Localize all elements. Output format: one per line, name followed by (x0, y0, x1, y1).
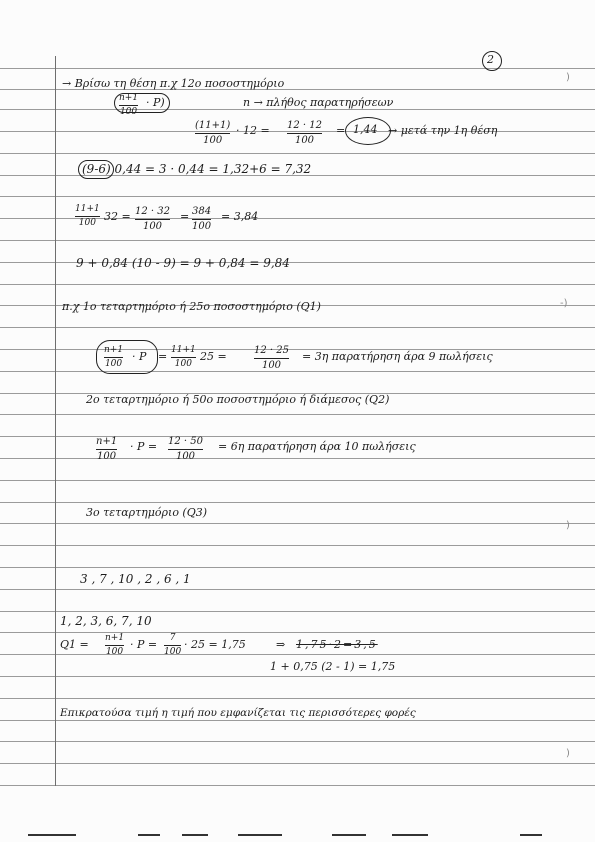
ruled-line (0, 611, 595, 612)
ruled-line (0, 567, 595, 568)
fraction (105, 633, 124, 658)
fraction-bar (168, 449, 203, 450)
fraction-numerator: 11+1 (75, 204, 100, 214)
formula-text: 32 = (104, 210, 131, 223)
formula-result: = 6η παρατήρηση άρα 10 πωλήσεις (218, 440, 416, 453)
ruled-line (0, 545, 595, 546)
formula-result: = 3η παρατήρηση άρα 9 πωλήσεις (302, 350, 493, 363)
text-line-15: 1 + 0,75 (2 - 1) = 1,75 (270, 660, 396, 673)
text-line-7: π.χ 1ο τεταρτημόριο ή 25ο ποσοστημόριο (Q1) (62, 300, 321, 313)
formula-text: · P) (146, 96, 165, 109)
fraction-bar (104, 357, 123, 358)
ruled-line (0, 676, 595, 677)
fraction-bar (96, 449, 117, 450)
edge-mark-icon: ) (566, 72, 570, 83)
fraction-bar (105, 645, 124, 646)
fraction-numerator: 12 · 25 (254, 345, 289, 356)
circled-result: 1,44 (353, 123, 378, 136)
fraction-bar (287, 133, 322, 134)
ruled-line (0, 698, 595, 699)
fraction (168, 436, 203, 463)
ruled-line (0, 502, 595, 503)
fraction-denominator: 100 (119, 107, 138, 117)
fraction-bar (171, 357, 196, 358)
text-line-11: 3ο τεταρτημόριο (Q3) (86, 506, 208, 519)
ruled-line (0, 327, 595, 328)
fraction (287, 120, 322, 147)
quartile-label: Q1 = (60, 638, 89, 651)
ruled-line (0, 720, 595, 721)
bottom-edge-mark (238, 834, 282, 836)
fraction-bar (135, 219, 170, 220)
text-line-16: Επικρατούσα τιμή η τιμή που εμφανίζεται τις περισσότερες φορές (60, 707, 416, 719)
ruled-line (0, 523, 595, 524)
edge-mark-icon: ) (566, 748, 570, 759)
fraction (96, 436, 117, 463)
bottom-edge-mark (138, 834, 160, 836)
ruled-line (0, 196, 595, 197)
text-line-3-note: → μετά την 1η θέση (388, 124, 498, 137)
text-line-9: 2ο τεταρτημόριο ή 50ο ποσοστημόριο ή διάμεσος (Q2) (86, 393, 390, 406)
formula-text: = (336, 124, 346, 137)
fraction (254, 345, 289, 372)
crossed-out-text: 1,75·2=3,5 (296, 638, 378, 651)
arrow-icon: ⇒ (276, 638, 286, 651)
fraction-numerator: 12 · 32 (135, 206, 170, 217)
margin-line (55, 56, 56, 786)
ruled-line (0, 68, 595, 69)
fraction-denominator: 100 (192, 221, 212, 232)
fraction-numerator: 384 (192, 206, 212, 217)
page-number: 2 (487, 53, 494, 66)
formula-result: · 25 = 1,75 (184, 638, 246, 651)
text-line-2-note: n → πλήθος παρατηρήσεων (243, 96, 394, 109)
ruled-line (0, 589, 595, 590)
ruled-line (0, 480, 595, 481)
fraction (192, 206, 211, 233)
fraction-denominator: 100 (104, 359, 123, 369)
fraction-denominator: 100 (142, 221, 163, 232)
ruled-line (0, 371, 595, 372)
ruled-line (0, 284, 595, 285)
ruled-line (0, 436, 595, 437)
fraction-denominator: 100 (105, 647, 124, 657)
fraction-bar (75, 216, 100, 217)
fraction (119, 93, 138, 118)
fraction-bar (119, 105, 138, 106)
fraction (104, 345, 123, 370)
bottom-edge-mark (28, 834, 76, 836)
formula-text: 25 = (200, 350, 227, 363)
fraction-numerator: n+1 (104, 345, 124, 355)
fraction (135, 206, 170, 233)
fraction-bar (192, 219, 211, 220)
ruled-line (0, 785, 595, 786)
formula-text: · P (132, 350, 147, 363)
ruled-line (0, 349, 595, 350)
ruled-line (0, 414, 595, 415)
fraction-denominator: 100 (97, 451, 117, 462)
text-line-13: 1, 2, 3, 6, 7, 10 (60, 614, 152, 628)
fraction-numerator: 7 (169, 633, 176, 643)
fraction-denominator: 100 (174, 359, 192, 369)
bottom-edge-mark (182, 834, 208, 836)
fraction (164, 633, 181, 658)
ruled-line (0, 763, 595, 764)
ruled-line (0, 240, 595, 241)
formula-text: = (180, 210, 190, 223)
fraction-denominator: 100 (175, 451, 196, 462)
ruled-line (0, 632, 595, 633)
fraction-denominator: 100 (203, 135, 223, 146)
ruled-line (0, 153, 595, 154)
text-line-4: (9-6) 0,44 = 3 · 0,44 = 1,32+6 = 7,32 (82, 162, 312, 176)
edge-mark-icon: ) (566, 520, 570, 531)
fraction (75, 204, 100, 229)
text-line-6: 9 + 0,84 (10 - 9) = 9 + 0,84 = 9,84 (76, 256, 290, 270)
fraction-numerator: 12 · 12 (287, 120, 322, 131)
bottom-edge-mark (332, 834, 366, 836)
ruled-line (0, 458, 595, 459)
edge-mark-icon: -) (560, 298, 568, 309)
bottom-edge-mark (392, 834, 428, 836)
formula-text: = (158, 350, 168, 363)
fraction-numerator: n+1 (96, 436, 118, 447)
formula-text: · P = (130, 440, 158, 453)
fraction-numerator: 12 · 50 (168, 436, 203, 447)
formula-text: · P = (130, 638, 158, 651)
formula-text: · 12 = (236, 124, 270, 137)
fraction-numerator: n+1 (105, 633, 125, 643)
fraction-denominator: 100 (261, 360, 282, 371)
fraction-denominator: 100 (294, 135, 315, 146)
fraction-numerator: n+1 (119, 93, 139, 103)
text-line-12: 3 , 7 , 10 , 2 , 6 , 1 (80, 572, 191, 586)
text-line-1: → Βρίσω τη θέση π.χ 12ο ποσοστημόριο (62, 77, 285, 90)
bottom-edge-mark (520, 834, 542, 836)
formula-result: = 3,84 (221, 210, 259, 223)
ruled-line (0, 741, 595, 742)
fraction-denominator: 100 (164, 647, 182, 657)
fraction-numerator: 11+1 (171, 345, 196, 355)
ruled-line (0, 654, 595, 655)
fraction (171, 345, 196, 370)
fraction-numerator: (11+1) (195, 120, 231, 131)
fraction-bar (164, 645, 181, 646)
fraction (195, 120, 230, 147)
fraction-bar (254, 358, 289, 359)
fraction-denominator: 100 (78, 218, 96, 228)
fraction-bar (195, 133, 230, 134)
